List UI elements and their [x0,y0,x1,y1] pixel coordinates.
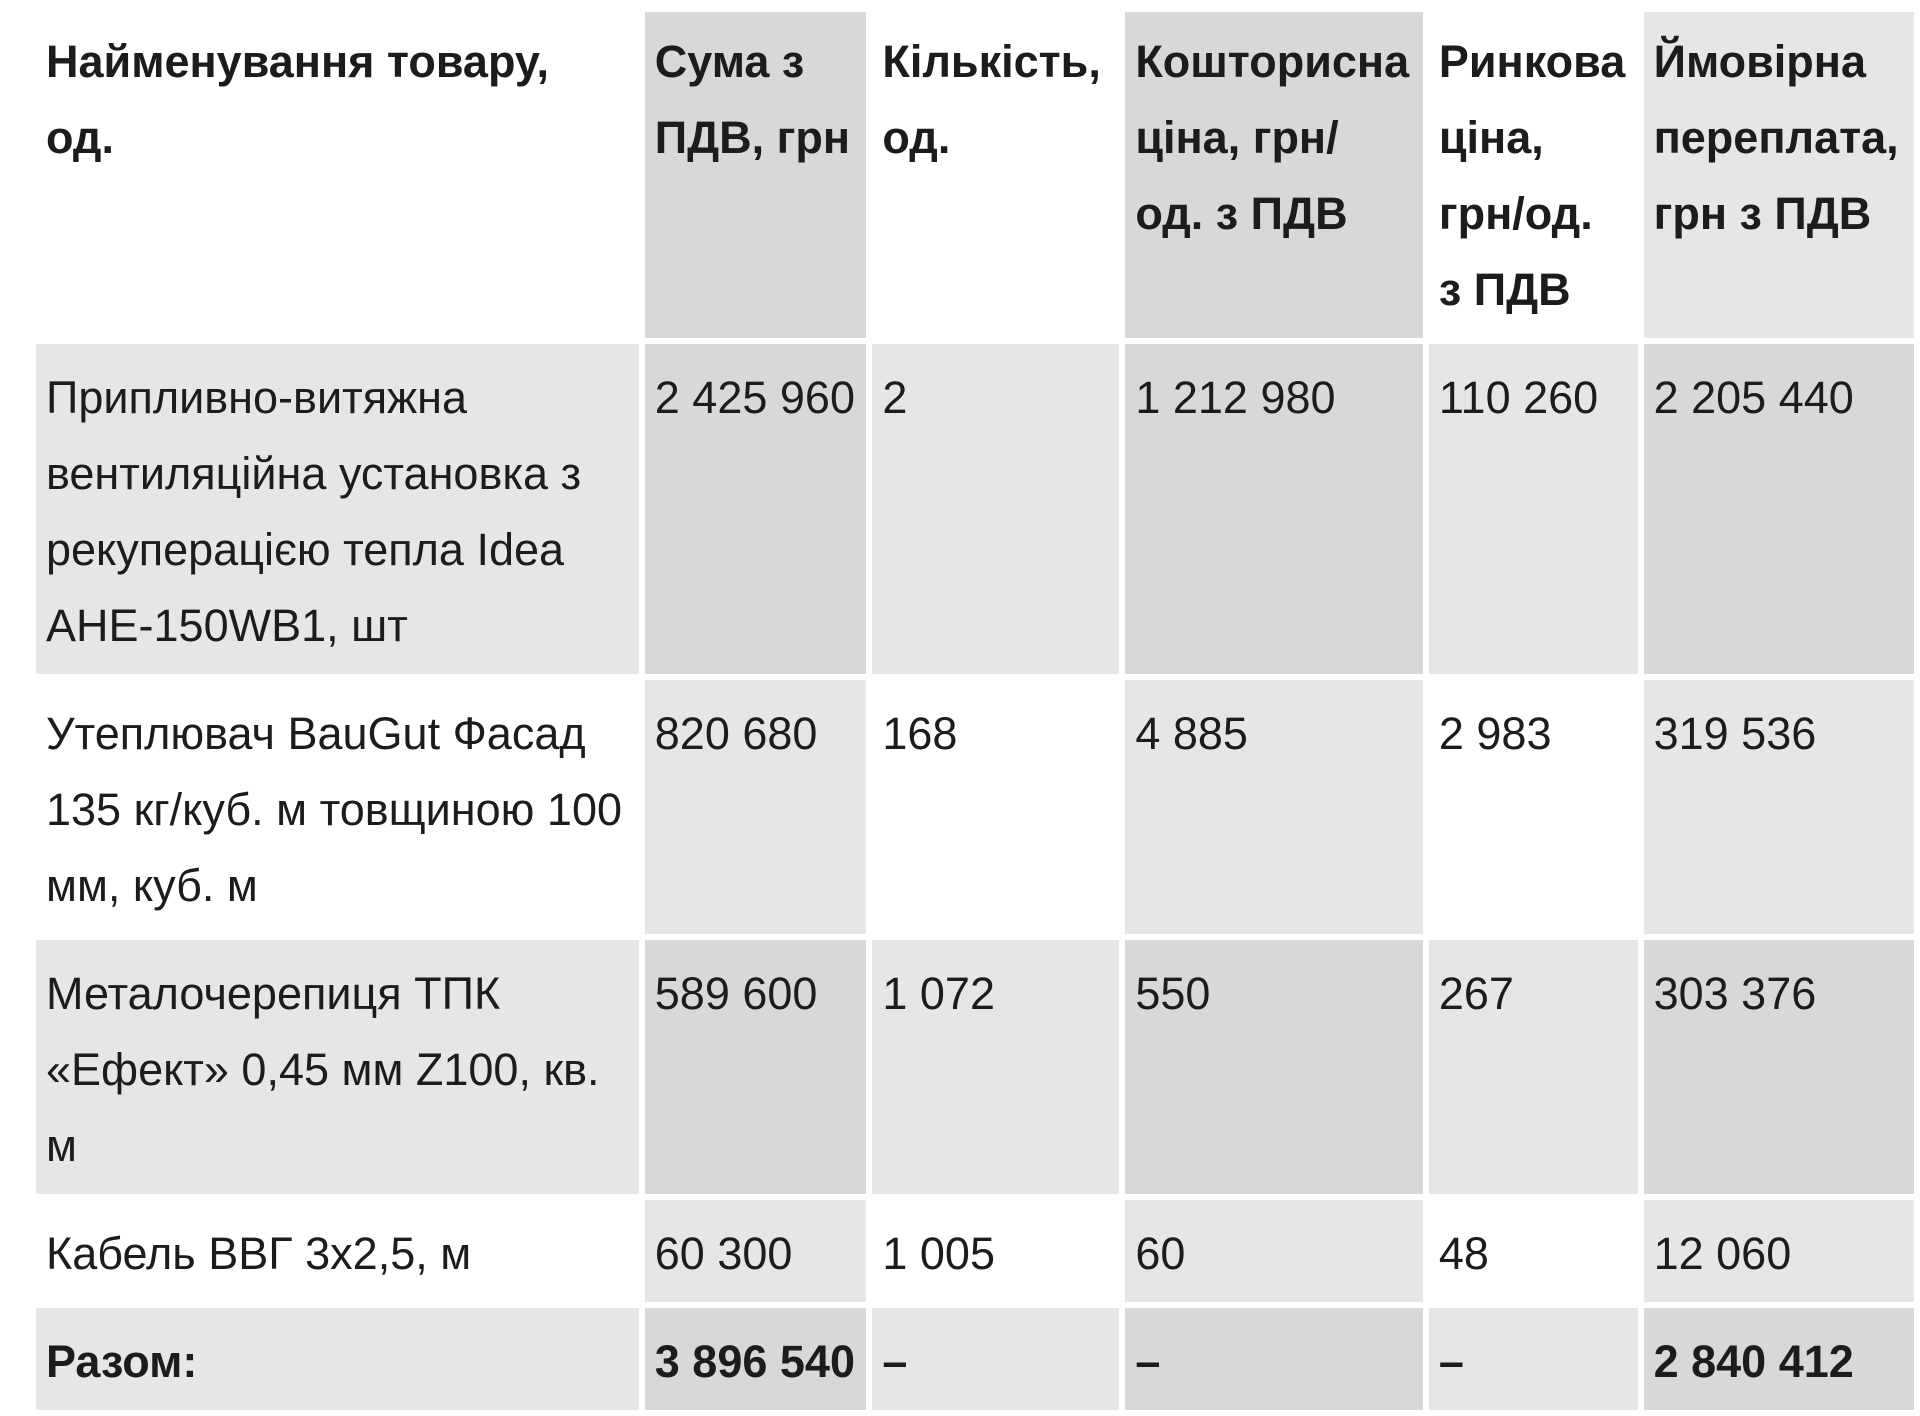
cell-estimate-price: 60 [1125,1200,1423,1302]
table-row [36,680,1914,934]
cell-sum-vat: 820 680 [645,680,867,934]
price-comparison-table [30,6,1920,1416]
cell-product-name: Кабель ВВГ 3х2,5, м [36,1200,639,1302]
table-row [36,1200,1914,1302]
cell-estimate-price: 550 [1125,940,1423,1194]
cell-estimate-price: 4 885 [1125,680,1423,934]
cell-estimate-price: 1 212 980 [1125,344,1423,674]
cell-product-name: Припливно-витяжна вентиляційна установка з рекуперацією тепла Idea AHE-150WB1, шт [36,344,639,674]
cell-quantity: 1 072 [872,940,1119,1194]
cell-overpayment: 303 376 [1644,940,1914,1194]
price-comparison-table-wrapper [30,6,1920,1416]
table-row [36,940,1914,1194]
cell-overpayment: 319 536 [1644,680,1914,934]
cell-overpayment: 12 060 [1644,1200,1914,1302]
cell-total-overpayment: 2 840 412 [1644,1308,1914,1410]
table-total-row [36,1308,1914,1410]
cell-quantity: 2 [872,344,1119,674]
cell-total-sum-vat: 3 896 540 [645,1308,867,1410]
cell-market-price: 48 [1429,1200,1638,1302]
cell-product-name: Металочерепиця ТПК «Ефект» 0,45 мм Z100, кв. м [36,940,639,1194]
cell-product-name: Утеплювач BauGut Фасад 135 кг/куб. м товщиною 100 мм, куб. м [36,680,639,934]
cell-sum-vat: 60 300 [645,1200,867,1302]
header-estimate-price: Кошторисна ціна, грн/ од. з ПДВ [1125,12,1423,338]
cell-market-price: 2 983 [1429,680,1638,934]
header-market-price: Ринкова ціна, грн/од. з ПДВ [1429,12,1638,338]
cell-total-estimate-price: – [1125,1308,1423,1410]
cell-market-price: 267 [1429,940,1638,1194]
cell-total-market-price: – [1429,1308,1638,1410]
table-row [36,344,1914,674]
cell-total-quantity: – [872,1308,1119,1410]
cell-sum-vat: 589 600 [645,940,867,1194]
cell-total-label: Разом: [36,1308,639,1410]
header-product-name: Найменування товару, од. [36,12,639,338]
cell-sum-vat: 2 425 960 [645,344,867,674]
header-overpayment: Ймовірна переплата, грн з ПДВ [1644,12,1914,338]
header-sum-vat: Сума з ПДВ, грн [645,12,867,338]
table-header-row [36,12,1914,338]
header-quantity: Кількість, од. [872,12,1119,338]
cell-market-price: 110 260 [1429,344,1638,674]
cell-overpayment: 2 205 440 [1644,344,1914,674]
cell-quantity: 168 [872,680,1119,934]
cell-quantity: 1 005 [872,1200,1119,1302]
